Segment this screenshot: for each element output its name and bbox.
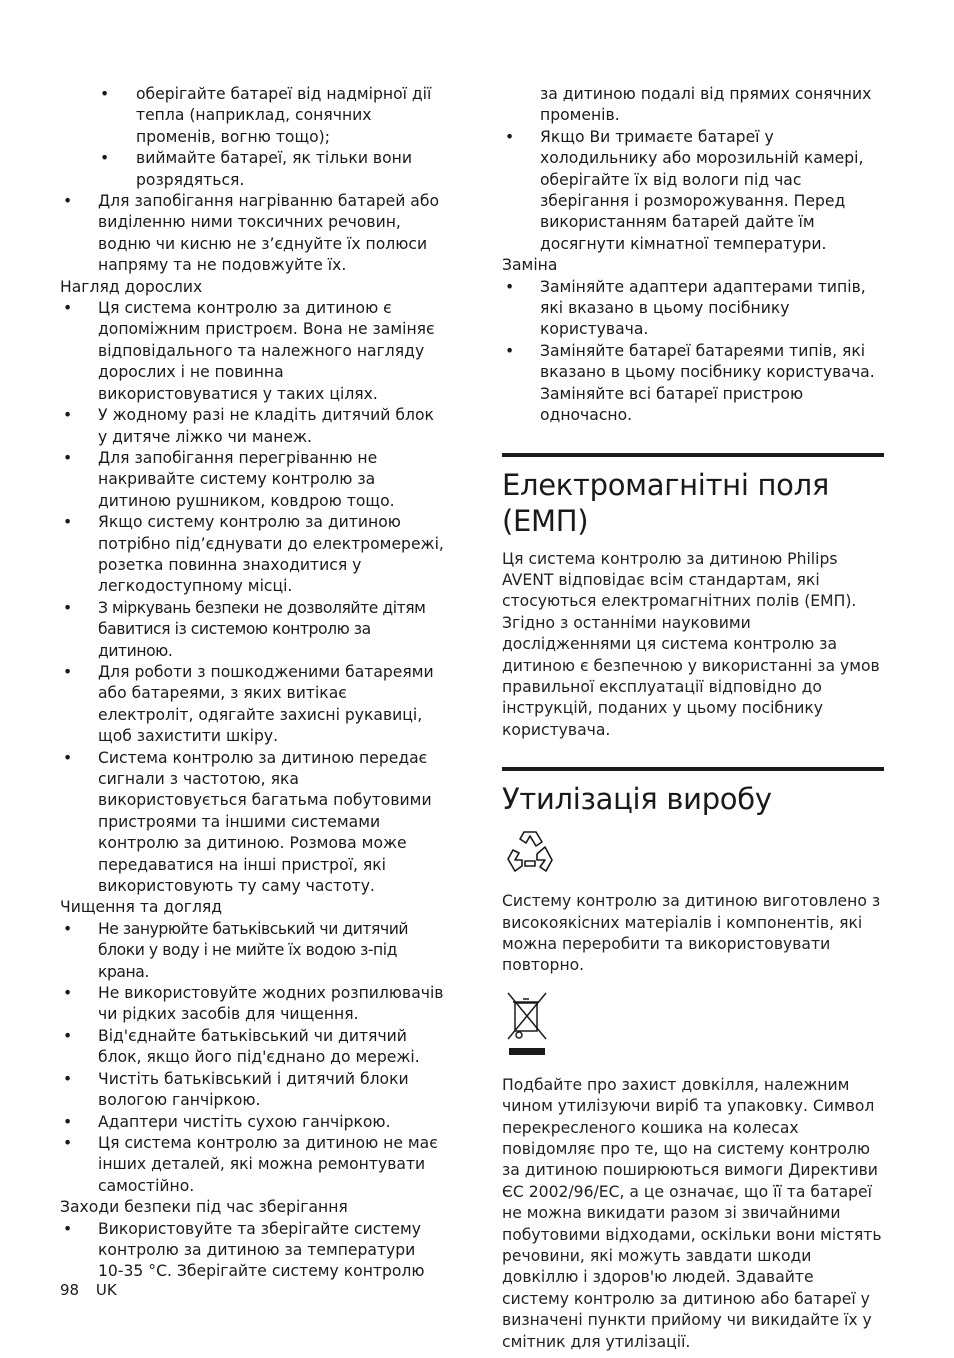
storage-continuation: за дитиною подалі від прямих сонячних променів. (540, 85, 872, 125)
adult-supervision-heading: Нагляд дорослих (60, 277, 203, 296)
list-item: • Якщо Ви тримаєте батареї у холодильнику або морозильній камері, оберігайте їх від вологи під час зберігання і розморожування. Перед використанням батарей дайте їм досягнути кімнатної температури. (502, 127, 884, 255)
replacement-heading: Заміна (502, 256, 558, 275)
cleaning-list (60, 919, 445, 1197)
storage-heading: Заходи безпеки під час зберігання (60, 1198, 348, 1217)
right-column (502, 84, 884, 1353)
language-code: UK (95, 1281, 117, 1299)
list-item: • Ця система контролю за дитиною не має інших деталей, які можна ремонтувати самостійно. (60, 1133, 445, 1197)
left-column (60, 84, 445, 1283)
storage-list-continued (502, 127, 884, 255)
list-item: • Від'єднайте батьківський чи дитячий блок, якщо його під'єднано до мережі. (60, 1026, 445, 1069)
list-item: • Для запобігання нагріванню батарей або виділенню ними токсичних речовин, водню чи кисню не з’єднуйте їх полюси напряму та не подовжуйте їх. (60, 191, 445, 277)
list-item: • Для роботи з пошкодженими батареями або батареями, з яких витікає електроліт, одягайте захисні рукавиці, щоб захистити шкіру. (60, 662, 445, 748)
crossed-out-wheelie-bin-icon (506, 991, 548, 1057)
list-item: • Не використовуйте жодних розпилювачів чи рідких засобів для чищення. (60, 983, 445, 1026)
emf-text: Ця система контролю за дитиною Philips AVENT відповідає всім стандартам, які стосуються електромагнітних полів (ЕМП). Згідно з останніми науковими дослідженнями ця система контролю за дитиною є безпечною у використанні за умов правильної експлуатації відповідно до інструкцій, поданих у цьому посібнику користувача. (502, 549, 880, 739)
list-item: • Чистіть батьківський і дитячий блоки вологою ганчіркою. (60, 1069, 445, 1112)
replacement-list (502, 277, 884, 427)
disposal-title: Утилізація виробу (502, 782, 772, 817)
list-item: • Якщо систему контролю за дитиною потрібно під’єднувати до електромережі, розетка повинна знаходитися у легкодоступному місці. (60, 512, 445, 598)
list-item: • Для запобігання перегріванню не накривайте систему контролю за дитиною рушником, ковдрою тощо. (60, 448, 445, 512)
list-item: • Ця система контролю за дитиною є допоміжним пристроєм. Вона не заміняє відповідального та належного нагляду дорослих і не повинна використовуватися у таких цілях. (60, 298, 445, 405)
page-footer (60, 1280, 117, 1300)
top-subbullet-list (60, 84, 445, 191)
recycle-icon (505, 827, 555, 877)
list-item: • Заміняйте батареї батареями типів, які вказано в цьому посібнику користувача. Заміняйте всі батареї пристрою одночасно. (502, 341, 884, 427)
disposal-section (502, 767, 884, 1353)
page-number: 98 (60, 1281, 80, 1299)
cleaning-heading: Чищення та догляд (60, 898, 223, 917)
top-bullet-list (60, 191, 445, 277)
list-item: • З міркувань безпеки не дозволяйте дітям бавитися із системою контролю за дитиною. (60, 598, 445, 662)
list-item: • Адаптери чистіть сухою ганчіркою. (60, 1112, 445, 1133)
list-item: • виймайте батареї, як тільки вони розрядяться. (60, 148, 445, 191)
list-item: • Заміняйте адаптери адаптерами типів, які вказано в цьому посібнику користувача. (502, 277, 884, 341)
list-item: • У жодному разі не кладіть дитячий блок у дитяче ліжко чи манеж. (60, 405, 445, 448)
disposal-text-2: Подбайте про захист довкілля, належним чином утилізуючи виріб та упаковку. Символ перекресленого кошика на колесах повідомляє про те, що на систему контролю за дитиною поширюються вимоги Директиви ЄС 2002/96/ЕС, а це означає, що її та батареї не можна викидати разом зі звичайними побутовими відходами, оскільки вони містять речовини, які можуть завдати шкоди довкіллю і здоров'ю людей. Здавайте систему контролю за дитиною або батареї у визначені пункти прийому чи викидайте їх у смітник для утилізації. (502, 1075, 882, 1351)
emf-section (502, 453, 884, 742)
emf-title: Електромагнітні поля (ЕМП) (502, 467, 829, 538)
list-item: • Не занурюйте батьківський чи дитячий блоки у воду і не мийте їх водою з-під крана. (60, 919, 445, 983)
disposal-text-1: Систему контролю за дитиною виготовлено з високоякісних матеріалів і компонентів, які можна переробити та використовувати повторно. (502, 892, 881, 975)
list-item: • оберігайте батареї від надмірної дії тепла (наприклад, сонячних променів, вогню тощо); (60, 84, 445, 148)
storage-list (60, 1219, 445, 1283)
list-item: • Система контролю за дитиною передає сигнали з частотою, яка використовується багатьма побутовими пристроями та іншими системами контролю за дитиною. Розмова може передаватися на інші пристрої, які використовують ту саму частоту. (60, 748, 445, 898)
list-item: • Використовуйте та зберігайте систему контролю за дитиною за температури 10-35 °C. Зберігайте систему контролю (60, 1219, 445, 1283)
adult-supervision-list (60, 298, 445, 897)
